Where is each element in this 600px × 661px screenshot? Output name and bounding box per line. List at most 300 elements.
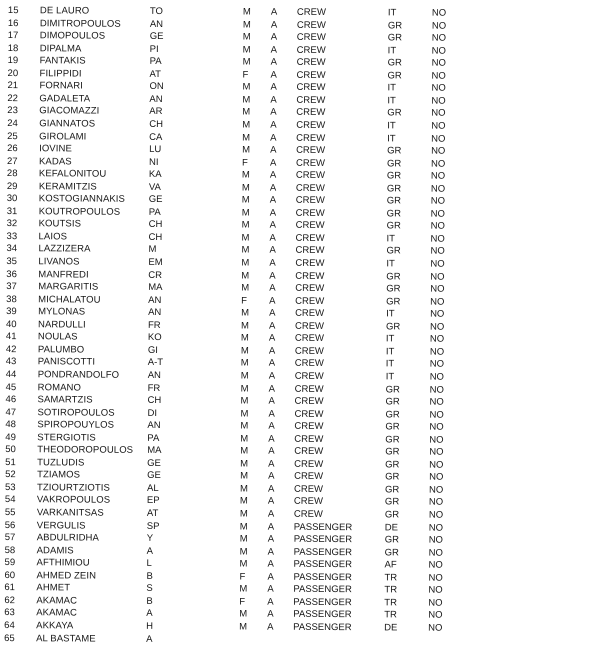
sex-code: M bbox=[241, 270, 250, 282]
nationality-code: IT bbox=[387, 132, 396, 144]
category-code: A bbox=[269, 169, 277, 181]
flag-value: NO bbox=[428, 572, 443, 584]
nationality-code: TR bbox=[384, 572, 398, 584]
row-number: 42 bbox=[5, 343, 17, 355]
row-number: 39 bbox=[6, 306, 17, 318]
nationality-code: DE bbox=[384, 521, 399, 533]
sex-code: M bbox=[241, 244, 250, 256]
nationality-code: GR bbox=[384, 534, 399, 546]
person-name: LIVANOS bbox=[38, 256, 80, 268]
person-name: FILIPPIDI bbox=[39, 67, 82, 80]
nationality-code: DE bbox=[384, 622, 398, 634]
role-label: CREW bbox=[294, 358, 324, 370]
person-name: AKAMAC bbox=[36, 607, 78, 619]
sex-code: M bbox=[242, 31, 251, 43]
role-label: PASSENGER bbox=[293, 533, 353, 546]
role-label: CREW bbox=[296, 19, 326, 31]
sex-code: M bbox=[240, 433, 249, 445]
sex-code: M bbox=[241, 282, 250, 294]
row-number: 21 bbox=[7, 80, 19, 92]
category-code: A bbox=[267, 496, 275, 508]
sex-code: M bbox=[239, 508, 248, 520]
role-label: CREW bbox=[296, 31, 326, 44]
category-code: A bbox=[269, 182, 277, 194]
person-name: SAMARTZIS bbox=[37, 394, 93, 406]
row-number: 15 bbox=[7, 5, 19, 17]
person-name: AL BASTAME bbox=[36, 632, 96, 645]
flag-value: NO bbox=[428, 622, 443, 634]
category-code: A bbox=[267, 558, 274, 570]
sex-code: M bbox=[240, 382, 249, 395]
sex-code: M bbox=[241, 257, 250, 269]
flag-value: NO bbox=[428, 584, 443, 597]
name-code: B bbox=[146, 595, 153, 607]
row-number: 37 bbox=[6, 281, 17, 293]
row-number: 38 bbox=[6, 293, 17, 305]
sex-code: M bbox=[239, 546, 248, 558]
category-code: A bbox=[269, 157, 277, 169]
category-code: A bbox=[270, 6, 278, 18]
row-number: 55 bbox=[4, 507, 16, 519]
row-number: 46 bbox=[5, 394, 17, 406]
nationality-code: GR bbox=[385, 383, 400, 395]
nationality-code: GR bbox=[387, 107, 402, 119]
row-number: 33 bbox=[6, 230, 18, 242]
flag-value: NO bbox=[429, 371, 444, 383]
name-code: GE bbox=[147, 457, 161, 469]
person-name: NARDULLI bbox=[37, 318, 86, 331]
role-label: CREW bbox=[294, 370, 324, 382]
category-code: A bbox=[269, 307, 276, 319]
row-number: 60 bbox=[4, 569, 16, 581]
person-name: TUZLUDIS bbox=[37, 457, 85, 469]
role-label: CREW bbox=[295, 245, 325, 257]
name-code: PA bbox=[147, 432, 160, 444]
person-name: SPIROPOUYLOS bbox=[37, 419, 115, 431]
category-code: A bbox=[270, 107, 277, 119]
flag-value: NO bbox=[428, 497, 444, 509]
name-code: FR bbox=[147, 319, 161, 331]
person-name: DIMITROPOULOS bbox=[39, 17, 121, 30]
role-label: CREW bbox=[293, 496, 324, 508]
person-name: TZIAMOS bbox=[37, 469, 81, 481]
nationality-code: GR bbox=[387, 70, 402, 82]
nationality-code: GR bbox=[384, 509, 400, 521]
category-code: A bbox=[268, 345, 276, 357]
row-number: 57 bbox=[4, 532, 16, 544]
nationality-code: GR bbox=[385, 321, 401, 333]
flag-value: NO bbox=[431, 133, 446, 145]
name-code: H bbox=[146, 620, 154, 632]
role-label: PASSENGER bbox=[293, 571, 352, 583]
name-code: B bbox=[146, 570, 153, 582]
sex-code: F bbox=[239, 571, 246, 583]
row-number: 20 bbox=[7, 67, 19, 79]
role-label: CREW bbox=[294, 420, 324, 433]
name-code: CA bbox=[149, 131, 163, 143]
category-code: A bbox=[270, 119, 277, 131]
role-label: CREW bbox=[294, 333, 325, 345]
sex-code: M bbox=[240, 320, 249, 332]
category-code: A bbox=[267, 583, 274, 595]
name-code: FR bbox=[147, 382, 161, 394]
person-name: ROMANO bbox=[37, 381, 82, 394]
manifest-row bbox=[0, 631, 596, 648]
flag-value: NO bbox=[430, 308, 445, 320]
category-code: A bbox=[267, 521, 275, 533]
person-name: DE LAURO bbox=[39, 5, 90, 17]
name-code: MA bbox=[148, 282, 163, 294]
category-code: A bbox=[270, 31, 278, 43]
flag-value: NO bbox=[428, 484, 444, 496]
category-code: A bbox=[267, 508, 275, 520]
name-code: GE bbox=[147, 470, 161, 482]
row-number: 45 bbox=[5, 381, 17, 393]
role-label: CREW bbox=[295, 307, 325, 320]
flag-value: NO bbox=[428, 509, 444, 521]
category-code: A bbox=[268, 445, 275, 457]
nationality-code: IT bbox=[385, 371, 395, 383]
sex-code: M bbox=[242, 131, 251, 144]
category-code: A bbox=[267, 533, 275, 545]
name-code: TO bbox=[149, 5, 163, 17]
flag-value: NO bbox=[429, 396, 444, 408]
role-label: CREW bbox=[296, 82, 326, 94]
name-code: GE bbox=[149, 31, 164, 43]
row-number: 52 bbox=[5, 469, 16, 481]
role-label: CREW bbox=[294, 383, 324, 395]
flag-value: NO bbox=[431, 95, 446, 107]
nationality-code: GR bbox=[386, 245, 401, 257]
flag-value: NO bbox=[428, 610, 443, 622]
nationality-code: GR bbox=[386, 170, 402, 182]
nationality-code: GR bbox=[385, 396, 400, 408]
sex-code: M bbox=[241, 307, 250, 319]
flag-value: NO bbox=[430, 208, 445, 220]
nationality-code: GR bbox=[386, 195, 402, 207]
sex-code: M bbox=[242, 94, 251, 106]
sex-code: M bbox=[240, 445, 249, 457]
nationality-code: GR bbox=[386, 157, 402, 170]
row-number: 17 bbox=[7, 30, 19, 42]
person-name: SOTIROPOULOS bbox=[37, 406, 115, 419]
row-number: 48 bbox=[5, 419, 17, 431]
category-code: A bbox=[269, 270, 276, 282]
category-code: A bbox=[267, 483, 275, 495]
category-code: A bbox=[267, 609, 274, 621]
role-label: CREW bbox=[296, 119, 326, 131]
category-code: A bbox=[267, 571, 274, 583]
role-label: CREW bbox=[296, 107, 326, 119]
category-code: A bbox=[267, 621, 274, 633]
role-label: CREW bbox=[294, 433, 324, 445]
nationality-code: IT bbox=[387, 120, 396, 132]
flag-value: NO bbox=[428, 547, 443, 559]
role-label: CREW bbox=[295, 220, 325, 232]
flag-value: NO bbox=[430, 246, 445, 258]
name-code: CH bbox=[147, 394, 162, 407]
sex-code: M bbox=[239, 483, 248, 495]
flag-value: NO bbox=[429, 384, 444, 396]
row-number: 41 bbox=[5, 331, 17, 343]
sex-code: M bbox=[241, 219, 250, 231]
role-label: CREW bbox=[294, 395, 324, 408]
person-name: TZIOURTZIOTIS bbox=[36, 482, 110, 494]
flag-value: NO bbox=[429, 333, 445, 346]
nationality-code: IT bbox=[385, 333, 395, 345]
nationality-code: GR bbox=[386, 208, 401, 220]
nationality-code: IT bbox=[387, 45, 397, 57]
flag-value: NO bbox=[429, 346, 445, 358]
sex-code: M bbox=[241, 232, 250, 244]
row-number: 26 bbox=[7, 143, 18, 155]
flag-value: NO bbox=[431, 45, 446, 57]
category-code: A bbox=[268, 370, 276, 382]
nationality-code: GR bbox=[384, 496, 400, 508]
sex-code: M bbox=[240, 332, 249, 344]
name-code: L bbox=[146, 558, 152, 570]
category-code: A bbox=[268, 383, 276, 395]
category-code: A bbox=[268, 395, 275, 407]
role-label: CREW bbox=[296, 57, 326, 69]
name-code: AN bbox=[149, 93, 163, 105]
flag-value: NO bbox=[428, 522, 444, 534]
name-code: EM bbox=[148, 256, 163, 268]
name-code: DI bbox=[147, 407, 158, 419]
row-number: 61 bbox=[4, 582, 16, 594]
name-code: A bbox=[146, 545, 154, 557]
name-code: AT bbox=[149, 68, 162, 80]
sex-code: M bbox=[242, 106, 251, 118]
row-number: 63 bbox=[4, 607, 15, 619]
name-code: PI bbox=[149, 43, 159, 55]
category-code: A bbox=[269, 194, 277, 206]
name-code: CH bbox=[148, 219, 163, 231]
role-label: CREW bbox=[295, 270, 325, 282]
sex-code: M bbox=[239, 495, 248, 507]
row-number: 49 bbox=[5, 431, 16, 443]
role-label: CREW bbox=[295, 157, 326, 169]
category-code: A bbox=[269, 295, 276, 307]
person-name: GADALETA bbox=[39, 93, 91, 105]
name-code: LU bbox=[149, 143, 162, 156]
role-label: CREW bbox=[296, 144, 326, 157]
sex-code: F bbox=[241, 157, 248, 169]
row-number: 51 bbox=[5, 456, 16, 468]
nationality-code: GR bbox=[385, 408, 400, 421]
category-code: A bbox=[270, 94, 277, 106]
person-name: FORNARI bbox=[39, 80, 83, 92]
category-code: A bbox=[268, 433, 275, 445]
row-number: 56 bbox=[4, 519, 16, 531]
role-label: CREW bbox=[294, 345, 324, 357]
sex-code: M bbox=[242, 81, 251, 93]
person-name: GIROLAMI bbox=[39, 130, 87, 143]
role-label: PASSENGER bbox=[293, 621, 352, 634]
name-code: PA bbox=[149, 56, 162, 68]
category-code: A bbox=[269, 219, 277, 232]
nationality-code: TR bbox=[384, 584, 398, 596]
role-label: CREW bbox=[294, 471, 324, 483]
person-name: PALUMBO bbox=[37, 344, 85, 356]
nationality-code: IT bbox=[387, 82, 396, 94]
sex-code: M bbox=[239, 521, 248, 533]
person-name: MYLONAS bbox=[38, 306, 86, 318]
sex-code: M bbox=[240, 357, 249, 369]
nationality-code: IT bbox=[387, 7, 397, 19]
flag-value: NO bbox=[430, 271, 445, 283]
flag-value: NO bbox=[429, 471, 444, 484]
flag-value: NO bbox=[430, 158, 446, 170]
nationality-code: IT bbox=[385, 358, 395, 370]
role-label: CREW bbox=[294, 408, 324, 420]
role-label: CREW bbox=[295, 282, 325, 295]
flag-value: NO bbox=[430, 296, 445, 308]
role-label: PASSENGER bbox=[293, 546, 353, 558]
flag-value: NO bbox=[431, 32, 447, 44]
row-number: 23 bbox=[7, 105, 18, 117]
sex-code: M bbox=[239, 608, 248, 620]
sex-code: M bbox=[241, 169, 250, 181]
category-code: A bbox=[268, 408, 275, 420]
flag-value: NO bbox=[430, 183, 446, 195]
row-number: 25 bbox=[7, 130, 18, 142]
role-label: CREW bbox=[296, 132, 326, 144]
name-code: AT bbox=[146, 507, 159, 519]
role-label: CREW bbox=[293, 483, 324, 495]
row-number: 44 bbox=[5, 368, 17, 381]
role-label: PASSENGER bbox=[293, 558, 353, 571]
row-number: 35 bbox=[6, 256, 18, 268]
sex-code: M bbox=[240, 370, 249, 382]
flag-value: NO bbox=[428, 597, 443, 609]
sex-code: M bbox=[242, 19, 251, 31]
sex-code: M bbox=[239, 583, 248, 595]
sex-code: M bbox=[242, 6, 251, 18]
person-name: MICHALATOU bbox=[38, 293, 101, 306]
category-code: A bbox=[270, 132, 277, 144]
person-name: FANTAKIS bbox=[39, 55, 86, 67]
flag-value: NO bbox=[430, 195, 446, 207]
category-code: A bbox=[268, 358, 276, 370]
nationality-code: GR bbox=[385, 434, 400, 446]
sex-code: F bbox=[242, 69, 249, 81]
sex-code: M bbox=[240, 458, 249, 470]
role-label: CREW bbox=[295, 169, 325, 182]
role-label: CREW bbox=[295, 257, 325, 269]
flag-value: NO bbox=[429, 459, 444, 471]
role-label: CREW bbox=[294, 458, 324, 470]
flag-value: NO bbox=[430, 233, 445, 245]
category-code: A bbox=[269, 207, 277, 219]
nationality-code: IT bbox=[385, 346, 395, 358]
person-name: KOUTROPOULOS bbox=[38, 206, 121, 218]
nationality-code: GR bbox=[385, 446, 400, 458]
name-code: A-T bbox=[147, 357, 164, 369]
row-number: 65 bbox=[4, 632, 15, 644]
row-number: 64 bbox=[4, 619, 15, 632]
nationality-code: IT bbox=[386, 308, 395, 320]
nationality-code: GR bbox=[384, 484, 400, 496]
name-code: AN bbox=[148, 307, 162, 319]
flag-value: NO bbox=[429, 446, 444, 458]
row-number: 40 bbox=[5, 318, 17, 330]
role-label: CREW bbox=[294, 320, 325, 332]
name-code: KO bbox=[147, 332, 162, 344]
nationality-code: TR bbox=[384, 597, 398, 609]
nationality-code: GR bbox=[387, 19, 403, 32]
sex-code: M bbox=[242, 144, 251, 156]
role-label: PASSENGER bbox=[293, 596, 352, 609]
person-name: STERGIOTIS bbox=[37, 431, 96, 444]
nationality-code: GR bbox=[387, 145, 402, 157]
role-label: CREW bbox=[296, 94, 326, 106]
sex-code: M bbox=[241, 182, 250, 194]
sex-code: M bbox=[239, 558, 248, 570]
row-number: 30 bbox=[6, 193, 18, 205]
sex-code: M bbox=[242, 119, 251, 131]
role-label: CREW bbox=[295, 295, 325, 307]
person-name: KERAMITZIS bbox=[38, 180, 97, 193]
person-name: DIPALMA bbox=[39, 42, 82, 55]
sex-code: M bbox=[240, 420, 249, 432]
name-code: AL bbox=[146, 482, 159, 494]
flag-value: NO bbox=[429, 409, 444, 421]
role-label: CREW bbox=[293, 508, 323, 520]
name-code: NI bbox=[148, 156, 159, 168]
role-label: CREW bbox=[294, 446, 324, 458]
nationality-code: IT bbox=[387, 95, 396, 107]
flag-value: NO bbox=[431, 7, 447, 19]
nationality-code: GR bbox=[386, 220, 401, 232]
name-code: SP bbox=[146, 520, 160, 532]
name-code: VA bbox=[148, 181, 161, 193]
role-label: CREW bbox=[295, 195, 325, 207]
flag-value: NO bbox=[431, 120, 446, 132]
row-number: 31 bbox=[6, 205, 18, 217]
person-name: PONDRANDOLFO bbox=[37, 369, 120, 381]
flag-value: NO bbox=[430, 170, 446, 182]
name-code: CH bbox=[149, 118, 164, 130]
row-number: 34 bbox=[6, 243, 18, 255]
flag-value: NO bbox=[430, 283, 445, 295]
name-code: A bbox=[146, 608, 153, 620]
nationality-code: GR bbox=[387, 57, 402, 69]
person-name: NOULAS bbox=[37, 331, 78, 343]
category-code: A bbox=[269, 245, 276, 257]
role-label: PASSENGER bbox=[293, 521, 353, 533]
category-code: A bbox=[269, 257, 276, 269]
person-name: GIACOMAZZI bbox=[39, 105, 100, 118]
person-name: AKKAYA bbox=[36, 620, 74, 632]
role-label: CREW bbox=[295, 207, 325, 219]
person-name: AFTHIMIOU bbox=[36, 557, 90, 569]
name-code: AN bbox=[147, 420, 161, 432]
nationality-code: IT bbox=[386, 258, 395, 270]
row-number: 36 bbox=[6, 268, 17, 280]
flag-value: NO bbox=[431, 57, 446, 69]
row-number: 22 bbox=[7, 92, 19, 104]
name-code: A bbox=[146, 633, 153, 645]
flag-value: NO bbox=[430, 220, 445, 233]
person-name: AHMET bbox=[36, 582, 71, 594]
name-code: M bbox=[148, 244, 157, 256]
flag-value: NO bbox=[428, 559, 443, 571]
name-code: KA bbox=[148, 169, 162, 181]
sex-code: M bbox=[242, 56, 251, 68]
row-number: 43 bbox=[5, 356, 17, 368]
row-number: 53 bbox=[4, 481, 16, 493]
